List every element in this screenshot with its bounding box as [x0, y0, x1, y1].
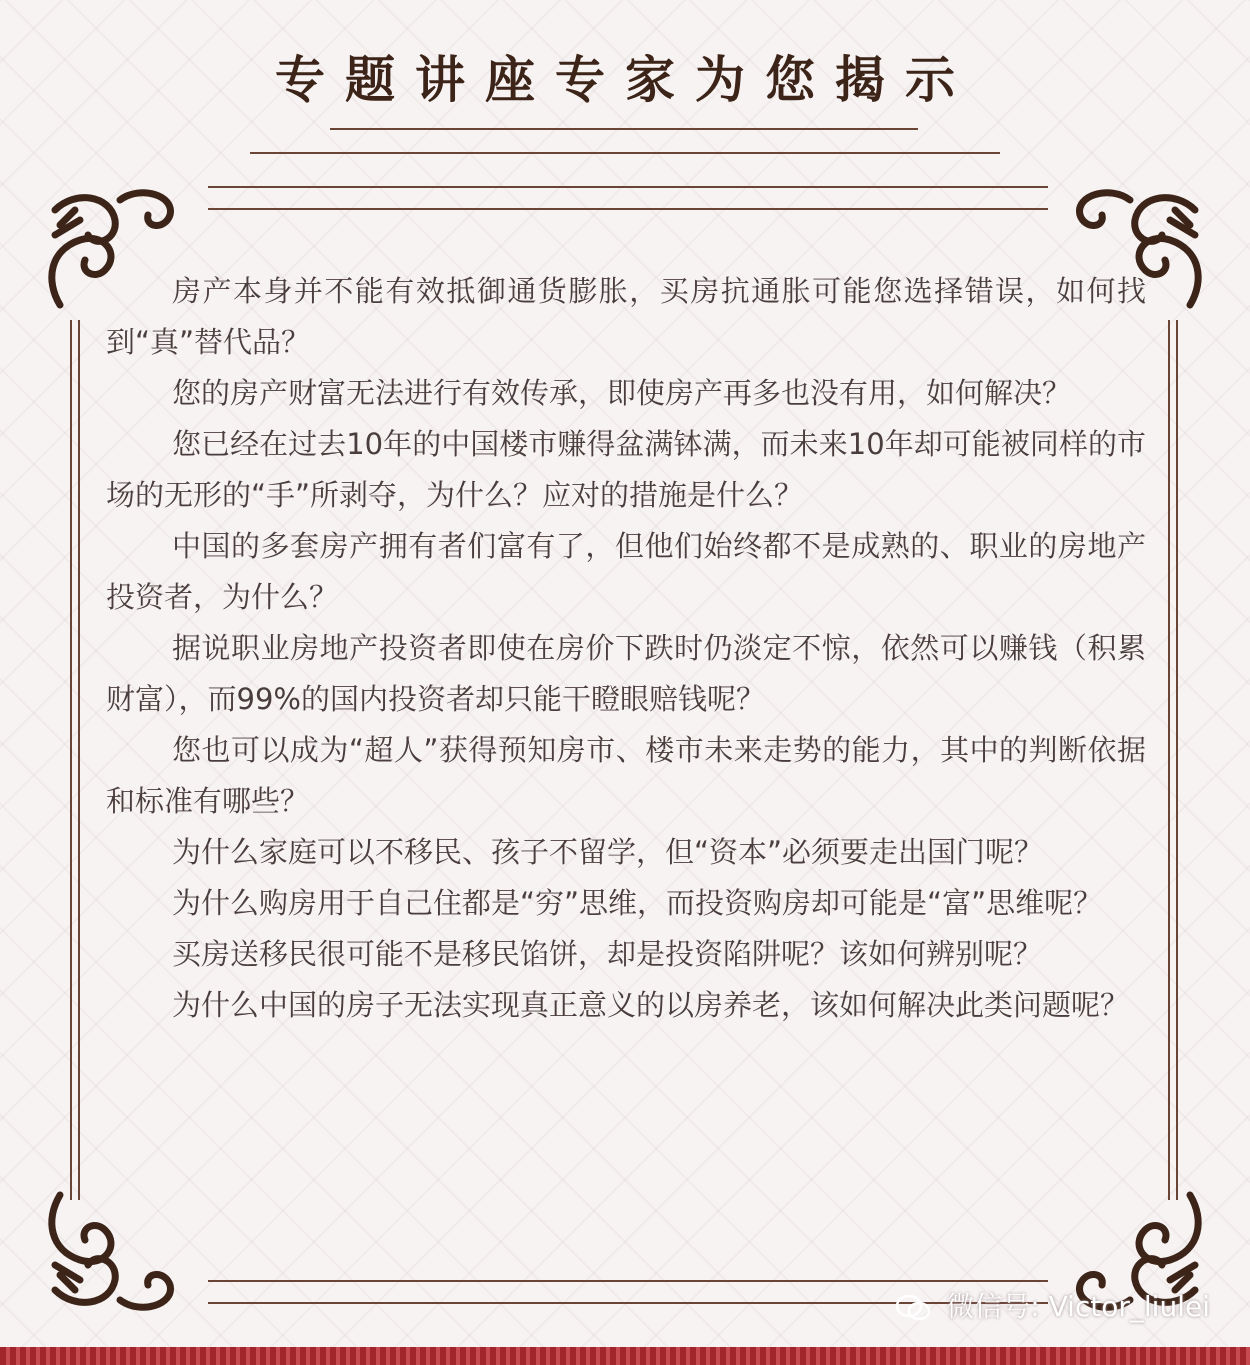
left-frame-line-inner — [78, 320, 80, 1200]
bottom-decorative-band — [0, 1347, 1250, 1365]
paragraph: 您也可以成为“超人”获得预知房市、楼市未来走势的能力，其中的判断依据和标准有哪些？ — [106, 733, 1146, 818]
wechat-icon — [895, 1294, 931, 1322]
paragraph: 为什么中国的房子无法实现真正意义的以房养老，该如何解决此类问题呢？ — [172, 988, 1130, 1022]
paragraph: 您已经在过去10年的中国楼市赚得盆满钵满，而未来10年却可能被同样的市场的无形的“手”所剥夺，为什么？应对的措施是什么？ — [106, 427, 1146, 512]
watermark-text: 微信号: Victor_liulei — [946, 1290, 1210, 1323]
paragraph: 为什么购房用于自己住都是“穷”思维，而投资购房却可能是“富”思维呢？ — [172, 886, 1103, 920]
paragraph: 您的房产财富无法进行有效传承，即使房产再多也没有用，如何解决？ — [172, 376, 1072, 410]
right-frame-line — [1168, 320, 1170, 1200]
page-title: 专题讲座专家为您揭示 — [275, 50, 975, 109]
footer-rule-1 — [208, 1280, 1048, 1282]
paragraph: 买房送移民很可能不是移民馅饼，却是投资陷阱呢？该如何辨别呢？ — [172, 937, 1043, 971]
title-underline — [330, 128, 918, 130]
paragraph: 为什么家庭可以不移民、孩子不留学，但“资本”必须要走出国门呢？ — [172, 835, 1044, 869]
right-frame-line-inner — [1176, 320, 1178, 1200]
bottom-left-scroll-ornament — [40, 1180, 180, 1320]
paragraph: 据说职业房地产投资者即使在房价下跌时仍淡定不惊，依然可以赚钱（积累财富），而99%的国内投资者却只能干瞪眼赔钱呢？ — [106, 631, 1146, 716]
wechat-watermark — [895, 1285, 1210, 1325]
header-rule-1 — [250, 152, 1000, 154]
header-rule-3 — [208, 208, 1048, 210]
article-body — [106, 266, 1146, 1031]
paragraph: 中国的多套房产拥有者们富有了，但他们始终都不是成熟的、职业的房地产投资者，为什么？ — [106, 529, 1146, 614]
left-frame-line — [70, 320, 72, 1200]
header-rule-2 — [208, 186, 1048, 188]
paragraph: 房产本身并不能有效抵御通货膨胀，买房抗通胀可能您选择错误，如何找到“真”替代品？ — [106, 274, 1146, 359]
